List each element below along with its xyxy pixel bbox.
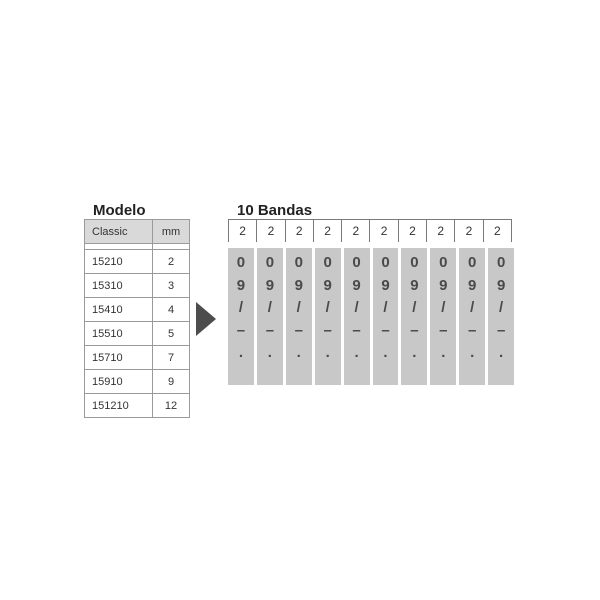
band-glyph: 0	[265, 254, 275, 271]
bands-title: 10 Bandas	[237, 202, 313, 219]
band-glyph: 9	[352, 276, 361, 294]
band-glyph: 9	[496, 276, 506, 294]
band-glyph: /	[470, 299, 475, 316]
band-glyph: /	[325, 299, 330, 316]
model-table	[84, 219, 190, 418]
model-code: 15410	[85, 298, 153, 322]
model-title: Modelo	[93, 202, 146, 219]
model-code: 15910	[85, 370, 153, 394]
band-glyph: –	[352, 321, 361, 339]
table-row	[85, 370, 190, 394]
band-glyph: –	[468, 321, 477, 339]
band-glyph: .	[383, 344, 388, 361]
band-glyph: 9	[381, 276, 390, 294]
band	[488, 248, 514, 385]
band-glyph: .	[325, 344, 330, 361]
band-glyph: 9	[468, 276, 477, 294]
band-header-cell: 2	[369, 220, 397, 242]
band-glyph: 0	[381, 254, 390, 271]
band-glyph: –	[381, 321, 390, 339]
table-row	[85, 346, 190, 370]
band-glyph: /	[499, 299, 504, 316]
model-code: 15210	[85, 250, 153, 274]
band-header-cell: 2	[483, 220, 512, 242]
model-mm: 2	[153, 250, 190, 274]
band-glyph: /	[238, 299, 244, 316]
band-header-cell: 2	[398, 220, 426, 242]
band-glyph: .	[412, 344, 417, 361]
band-glyph: 9	[323, 276, 332, 294]
band-glyph: 9	[439, 276, 448, 294]
table-row	[85, 298, 190, 322]
band-glyph: 9	[265, 276, 275, 294]
band-glyph: –	[410, 321, 419, 339]
model-header-mm: mm	[153, 220, 190, 244]
band	[430, 248, 456, 385]
band-glyph: .	[441, 344, 446, 361]
band-glyph: –	[236, 321, 246, 339]
band-glyph: /	[267, 299, 272, 316]
band-glyph: .	[267, 344, 272, 361]
table-row	[85, 394, 190, 418]
model-header-row	[85, 220, 190, 244]
model-mm: 5	[153, 322, 190, 346]
band-glyph: /	[383, 299, 388, 316]
band-glyph: 0	[496, 254, 506, 271]
model-header-classic: Classic	[85, 220, 153, 244]
band-header-cell: 2	[426, 220, 454, 242]
band-glyph: .	[499, 344, 504, 361]
band-glyph: .	[238, 344, 244, 361]
band-glyph: 0	[352, 254, 361, 271]
band-glyph: .	[354, 344, 359, 361]
band-glyph: /	[296, 299, 301, 316]
model-mm: 3	[153, 274, 190, 298]
band-glyph: –	[294, 321, 303, 339]
band-glyph: –	[439, 321, 448, 339]
band	[401, 248, 427, 385]
model-mm: 9	[153, 370, 190, 394]
band-header-cell: 2	[313, 220, 341, 242]
band	[257, 248, 283, 385]
band	[459, 248, 485, 385]
table-row	[85, 322, 190, 346]
model-code: 15310	[85, 274, 153, 298]
band-header	[228, 219, 512, 242]
model-mm: 4	[153, 298, 190, 322]
band-glyph: 0	[236, 254, 246, 271]
band-glyph: 0	[439, 254, 448, 271]
band-glyph: –	[496, 321, 506, 339]
band-glyph: .	[470, 344, 475, 361]
band-glyph: 0	[294, 254, 303, 271]
band-glyph: 9	[410, 276, 419, 294]
band-glyph: /	[412, 299, 417, 316]
band-glyph: /	[441, 299, 446, 316]
band-glyph: –	[265, 321, 275, 339]
model-mm: 7	[153, 346, 190, 370]
band-glyph: /	[354, 299, 359, 316]
band-header-cell: 2	[285, 220, 313, 242]
band-glyph: .	[296, 344, 301, 361]
band	[315, 248, 341, 385]
band-header-cell: 2	[256, 220, 284, 242]
band-header-cell: 2	[341, 220, 369, 242]
table-row	[85, 274, 190, 298]
band-header-cell: 2	[228, 220, 256, 242]
band-glyph: 0	[468, 254, 477, 271]
model-code: 15510	[85, 322, 153, 346]
model-code: 15710	[85, 346, 153, 370]
band-glyph: 0	[323, 254, 332, 271]
band-glyph: –	[323, 321, 332, 339]
band	[286, 248, 312, 385]
bands-strip	[228, 248, 514, 385]
model-mm: 12	[153, 394, 190, 418]
table-row	[85, 250, 190, 274]
band-glyph: 9	[294, 276, 303, 294]
model-code: 151210	[85, 394, 153, 418]
band-glyph: 0	[410, 254, 419, 271]
arrow-right-icon	[196, 302, 216, 336]
band	[344, 248, 370, 385]
band-glyph: 9	[236, 276, 246, 294]
band	[228, 248, 254, 385]
band	[373, 248, 399, 385]
band-header-cell: 2	[454, 220, 482, 242]
